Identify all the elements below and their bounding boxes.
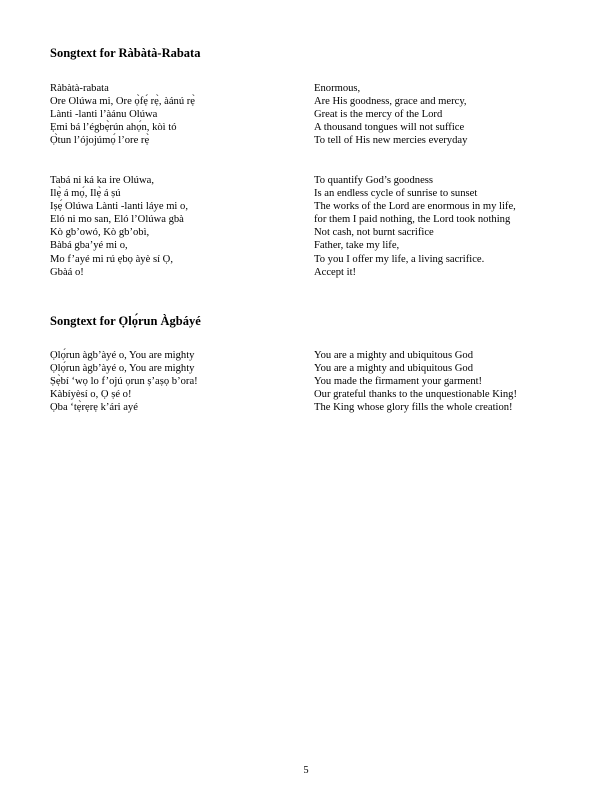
- lyric-line: Ilẹ̀ á mọ́, Ilẹ̀ á ṣú: [50, 188, 121, 200]
- lyric-line: Gbàá o!: [50, 266, 84, 278]
- translation-line: You are a mighty and ubiquitous God: [314, 363, 473, 375]
- translation-line: for them I paid nothing, the Lord took nothing: [314, 214, 511, 226]
- translation-line: A thousand tongues will not suffice: [314, 122, 465, 134]
- translation-line: Enormous,: [314, 83, 361, 94]
- translation-line: To quantify God’s goodness: [314, 175, 434, 186]
- song-title: Songtext for Ràbàtà-Rabata: [50, 46, 201, 60]
- stanza-yoruba: [50, 349, 198, 414]
- stanza-yoruba: [50, 174, 188, 279]
- lyric-line: Ẹmi bá l’égbẹ̀rún ahọ́n, kòì tó: [50, 122, 177, 134]
- lyric-line: Tabá ni ká ka ire Olúwa,: [50, 175, 154, 186]
- stanza-english: [314, 82, 467, 147]
- translation-line: You are a mighty and ubiquitous God: [314, 350, 473, 361]
- song-title: Songtext for Ọlọ́run Àgbáyé: [50, 314, 201, 328]
- translation-line: You made the firmament your garment!: [314, 376, 483, 388]
- translation-line: Is an endless cycle of sunrise to sunset: [314, 188, 478, 200]
- lyric-line: Kò gb’owó, Kò gb’obì,: [50, 227, 150, 239]
- translation-line: To tell of His new mercies everyday: [314, 135, 468, 147]
- lyric-line: Ọlọ́run àgb’àyé o, You are mighty: [50, 363, 195, 375]
- stanza-english: [314, 349, 517, 414]
- translation-line: Our grateful thanks to the unquestionable King!: [314, 389, 517, 401]
- translation-line: Great is the mercy of the Lord: [314, 109, 443, 121]
- translation-line: The works of the Lord are enormous in my life,: [314, 201, 516, 213]
- lyric-line: Ràbàtà-rabata: [50, 83, 109, 94]
- stanza-english: [314, 174, 516, 279]
- translation-line: Father, take my life,: [314, 240, 400, 252]
- lyric-line: Bàbá gba’yé mi o,: [50, 240, 128, 252]
- translation-line: To you I offer my life, a living sacrifice.: [314, 253, 485, 265]
- lyric-line: Eló ni mo san, Eló l’Olúwa gbà: [50, 214, 184, 226]
- lyric-line: Ọba ‘tẹ̀rẹrẹ k’ári ayé: [50, 402, 138, 414]
- lyric-line: Ore Olúwa mi, Ore ọ̀fẹ́ rẹ̀, àánú rẹ̀: [50, 96, 196, 108]
- lyric-line: Ọ̀tun l’ójojúmọ́ l’ore rẹ̀: [50, 135, 150, 147]
- lyric-line: Kàbíyèsí o, Ọ ṣé o!: [50, 389, 132, 401]
- stanza-yoruba: [50, 82, 195, 147]
- lyric-line: Mo f’ayé mi rú ẹbọ àyè sí Ọ,: [50, 253, 173, 265]
- lyric-line: Ọlọ́run àgb’àyé o, You are mighty: [50, 350, 195, 361]
- translation-line: Not cash, not burnt sacrifice: [314, 227, 434, 239]
- translation-line: Are His goodness, grace and mercy,: [314, 96, 467, 108]
- translation-line: Accept it!: [314, 266, 357, 278]
- lyric-line: Ṣẹ̀bí ‘wọ lo f’ojú ọrun ṣ’aṣọ b’ora!: [50, 376, 198, 388]
- lyric-line: Lànti -lanti l’àánu Olúwa: [50, 109, 158, 121]
- translation-line: The King whose glory fills the whole creation!: [314, 402, 513, 414]
- page-number: 5: [303, 765, 309, 776]
- lyric-line: Iṣẹ́ Olúwa Lànti -lanti láye mi o,: [50, 201, 188, 213]
